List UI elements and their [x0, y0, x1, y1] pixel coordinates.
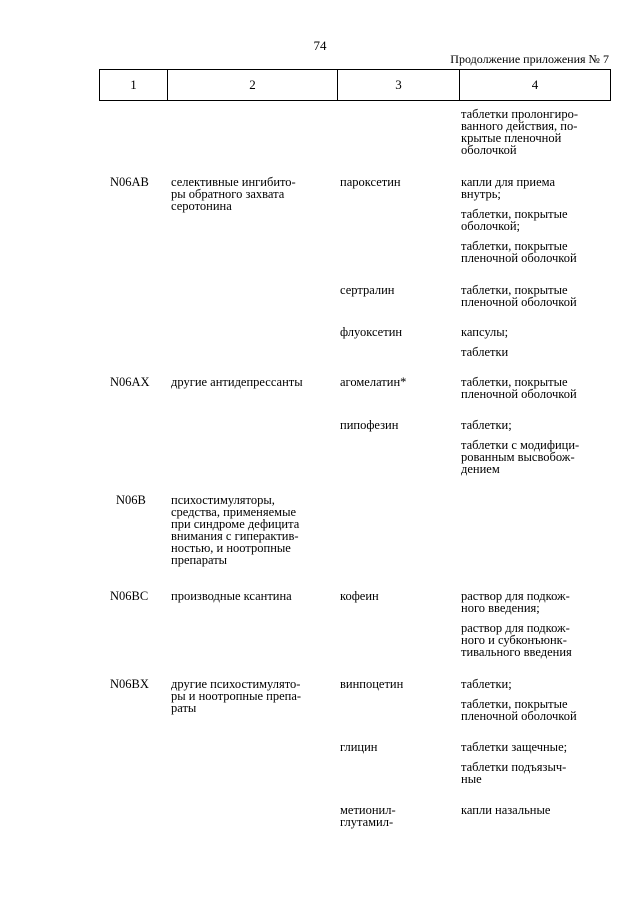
dosage-form: таблетки	[461, 345, 509, 359]
dosage-form: таблетки;	[461, 677, 512, 691]
drug-name: винпоцетин	[340, 677, 404, 691]
drug-name: сертралин	[340, 283, 395, 297]
drug-name: флуоксетин	[340, 325, 403, 339]
column-header-3: 3	[338, 70, 460, 101]
group-name: производные ксантина	[171, 589, 292, 603]
atc-code: N06B	[116, 493, 146, 507]
dosage-form: раствор для подкож- ного введения;	[461, 589, 570, 615]
dosage-form: капли назальные	[461, 803, 551, 817]
dosage-form: раствор для подкож- ного и субконъюнк- тивального введения	[461, 621, 572, 659]
dosage-form: таблетки, покрытые пленочной оболочкой	[461, 239, 577, 265]
column-header-2: 2	[168, 70, 338, 101]
dosage-form: капли для приема внутрь;	[461, 175, 556, 201]
drug-name: кофеин	[340, 589, 379, 603]
group-name: психостимуляторы, средства, применяемые при синдроме дефицита внимания с гиперактив- ностью, и ноотропные препараты	[171, 493, 300, 567]
dosage-form: таблетки защечные;	[461, 740, 568, 754]
dosage-form: таблетки;	[461, 418, 512, 432]
dosage-form: таблетки, покрытые пленочной оболочкой	[461, 283, 577, 309]
drug-name: пароксетин	[340, 175, 401, 189]
appendix-note: Продолжение приложения № 7	[450, 52, 609, 66]
atc-code: N06AX	[110, 375, 150, 389]
drug-name: пипофезин	[340, 418, 399, 432]
drug-name: глицин	[340, 740, 378, 754]
dosage-form: таблетки, покрытые пленочной оболочкой	[461, 697, 577, 723]
group-name: другие психостимулято- ры и ноотропные препа- раты	[171, 677, 302, 715]
drug-name: метионил- глутамил-	[340, 803, 396, 829]
atc-code: N06AB	[110, 175, 149, 189]
column-header-4: 4	[460, 70, 611, 101]
dosage-form: таблетки пролонгиро- ванного действия, по- крытые пленочной оболочкой	[461, 107, 579, 157]
atc-code: N06BC	[110, 589, 149, 603]
dosage-form: таблетки, покрытые оболочкой;	[461, 207, 568, 233]
group-name: другие антидепрессанты	[171, 375, 303, 389]
column-header-1: 1	[100, 70, 168, 101]
drug-name: агомелатин*	[340, 375, 407, 389]
dosage-form: капсулы;	[461, 325, 509, 339]
page-number: 74	[313, 38, 327, 53]
group-name: селективные ингибито- ры обратного захвата серотонина	[171, 175, 296, 213]
dosage-form: таблетки, покрытые пленочной оболочкой	[461, 375, 577, 401]
dosage-form: таблетки с модифици- рованным высвобож- дением	[461, 438, 580, 476]
dosage-form: таблетки подъязыч- ные	[461, 760, 567, 786]
column-header-table	[99, 69, 611, 101]
atc-code: N06BX	[110, 677, 149, 691]
